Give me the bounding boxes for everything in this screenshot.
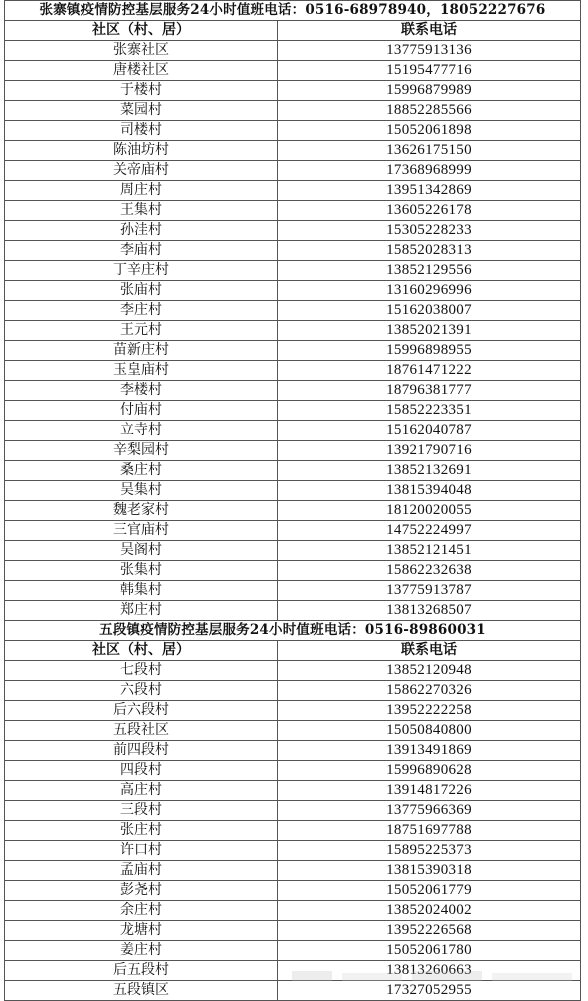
phone-number: 18852285566 xyxy=(278,101,581,121)
table-row xyxy=(5,541,581,561)
table-row xyxy=(5,701,581,721)
header-phone: 联系电话 xyxy=(278,21,581,41)
section-title-row xyxy=(5,621,581,641)
village-name: 菜园村 xyxy=(5,101,278,121)
village-name: 于楼村 xyxy=(5,81,278,101)
table-row xyxy=(5,721,581,741)
phone-number: 13852121451 xyxy=(278,541,581,561)
table-row xyxy=(5,761,581,781)
village-name: 唐楼社区 xyxy=(5,61,278,81)
village-name: 五段镇区 xyxy=(5,981,278,1001)
village-name: 王元村 xyxy=(5,321,278,341)
table-row xyxy=(5,401,581,421)
table-body xyxy=(5,1,581,1001)
village-name: 张集村 xyxy=(5,561,278,581)
phone-number: 13626175150 xyxy=(278,141,581,161)
phone-number: 15052061780 xyxy=(278,941,581,961)
village-name: 龙塘村 xyxy=(5,921,278,941)
village-name: 许口村 xyxy=(5,841,278,861)
phone-number: 13914817226 xyxy=(278,781,581,801)
table-row xyxy=(5,321,581,341)
phone-number: 15305228233 xyxy=(278,221,581,241)
phone-number: 13815394048 xyxy=(278,481,581,501)
village-name: 余庄村 xyxy=(5,901,278,921)
phone-number: 13775913136 xyxy=(278,41,581,61)
table-row xyxy=(5,421,581,441)
section-title-row xyxy=(5,1,581,21)
phone-number: 13160296996 xyxy=(278,281,581,301)
village-name: 司楼村 xyxy=(5,121,278,141)
table-row xyxy=(5,481,581,501)
table-row xyxy=(5,381,581,401)
table-row xyxy=(5,601,581,621)
phone-number: 13775966369 xyxy=(278,801,581,821)
phone-number: 15862232638 xyxy=(278,561,581,581)
duty-phone-table xyxy=(4,0,581,1001)
village-name: 张寨社区 xyxy=(5,41,278,61)
phone-number: 13815390318 xyxy=(278,861,581,881)
table-row xyxy=(5,961,581,981)
village-name: 付庙村 xyxy=(5,401,278,421)
table-row xyxy=(5,161,581,181)
village-name: 魏老家村 xyxy=(5,501,278,521)
table-row xyxy=(5,781,581,801)
phone-number: 15162038007 xyxy=(278,301,581,321)
table-row xyxy=(5,981,581,1001)
table-row xyxy=(5,221,581,241)
village-name: 后六段村 xyxy=(5,701,278,721)
village-name: 四段村 xyxy=(5,761,278,781)
phone-number: 13921790716 xyxy=(278,441,581,461)
village-name: 五段社区 xyxy=(5,721,278,741)
phone-number: 13952226568 xyxy=(278,921,581,941)
phone-number: 13852129556 xyxy=(278,261,581,281)
phone-number: 15996890628 xyxy=(278,761,581,781)
village-name: 张庙村 xyxy=(5,281,278,301)
village-name: 三官庙村 xyxy=(5,521,278,541)
village-name: 立寺村 xyxy=(5,421,278,441)
village-name: 韩集村 xyxy=(5,581,278,601)
contact-sheet xyxy=(4,0,584,997)
phone-number: 15052061779 xyxy=(278,881,581,901)
column-header-row xyxy=(5,641,581,661)
section-title: 五段镇疫情防控基层服务24小时值班电话：0516-89860031 xyxy=(5,621,581,641)
table-row xyxy=(5,801,581,821)
table-row xyxy=(5,661,581,681)
phone-number: 13852132691 xyxy=(278,461,581,481)
phone-number: 13852120948 xyxy=(278,661,581,681)
village-name: 六段村 xyxy=(5,681,278,701)
village-name: 周庄村 xyxy=(5,181,278,201)
table-row xyxy=(5,861,581,881)
phone-number: 15050840800 xyxy=(278,721,581,741)
phone-number: 13813260663 xyxy=(278,961,581,981)
village-name: 三段村 xyxy=(5,801,278,821)
table-row xyxy=(5,741,581,761)
table-row xyxy=(5,901,581,921)
phone-number: 15852223351 xyxy=(278,401,581,421)
table-row xyxy=(5,141,581,161)
village-name: 王集村 xyxy=(5,201,278,221)
village-name: 吴阁村 xyxy=(5,541,278,561)
village-name: 桑庄村 xyxy=(5,461,278,481)
phone-number: 13813268507 xyxy=(278,601,581,621)
table-row xyxy=(5,241,581,261)
table-row xyxy=(5,941,581,961)
phone-number: 13913491869 xyxy=(278,741,581,761)
table-row xyxy=(5,261,581,281)
table-row xyxy=(5,361,581,381)
table-row xyxy=(5,461,581,481)
phone-number: 15895225373 xyxy=(278,841,581,861)
village-name: 辛梨园村 xyxy=(5,441,278,461)
phone-number: 13775913787 xyxy=(278,581,581,601)
village-name: 前四段村 xyxy=(5,741,278,761)
village-name: 陈油坊村 xyxy=(5,141,278,161)
village-name: 七段村 xyxy=(5,661,278,681)
village-name: 丁辛庄村 xyxy=(5,261,278,281)
village-name: 高庄村 xyxy=(5,781,278,801)
phone-number: 15996898955 xyxy=(278,341,581,361)
phone-number: 18120020055 xyxy=(278,501,581,521)
phone-number: 13852021391 xyxy=(278,321,581,341)
phone-number: 14752224997 xyxy=(278,521,581,541)
village-name: 李庙村 xyxy=(5,241,278,261)
phone-number: 17327052955 xyxy=(278,981,581,1001)
phone-number: 17368968999 xyxy=(278,161,581,181)
table-row xyxy=(5,181,581,201)
table-row xyxy=(5,561,581,581)
phone-number: 15162040787 xyxy=(278,421,581,441)
column-header-row xyxy=(5,21,581,41)
phone-number: 18761471222 xyxy=(278,361,581,381)
village-name: 姜庄村 xyxy=(5,941,278,961)
village-name: 苗新庄村 xyxy=(5,341,278,361)
village-name: 玉皇庙村 xyxy=(5,361,278,381)
table-row xyxy=(5,681,581,701)
phone-number: 13952222258 xyxy=(278,701,581,721)
village-name: 孙洼村 xyxy=(5,221,278,241)
phone-number: 18751697788 xyxy=(278,821,581,841)
table-row xyxy=(5,61,581,81)
phone-number: 15195477716 xyxy=(278,61,581,81)
phone-number: 13951342869 xyxy=(278,181,581,201)
header-village: 社区（村、居） xyxy=(5,21,278,41)
section-title: 张寨镇疫情防控基层服务24小时值班电话：0516-68978940，18052227676 xyxy=(5,1,581,21)
village-name: 郑庄村 xyxy=(5,601,278,621)
header-phone: 联系电话 xyxy=(278,641,581,661)
table-row xyxy=(5,101,581,121)
table-row xyxy=(5,301,581,321)
table-row xyxy=(5,841,581,861)
village-name: 孟庙村 xyxy=(5,861,278,881)
phone-number: 15996879989 xyxy=(278,81,581,101)
table-row xyxy=(5,121,581,141)
village-name: 李庄村 xyxy=(5,301,278,321)
table-row xyxy=(5,341,581,361)
table-row xyxy=(5,441,581,461)
header-village: 社区（村、居） xyxy=(5,641,278,661)
phone-number: 15852028313 xyxy=(278,241,581,261)
table-row xyxy=(5,881,581,901)
phone-number: 15862270326 xyxy=(278,681,581,701)
village-name: 李楼村 xyxy=(5,381,278,401)
table-row xyxy=(5,201,581,221)
village-name: 关帝庙村 xyxy=(5,161,278,181)
village-name: 吴集村 xyxy=(5,481,278,501)
phone-number: 15052061898 xyxy=(278,121,581,141)
table-row xyxy=(5,821,581,841)
table-row xyxy=(5,581,581,601)
table-row xyxy=(5,501,581,521)
village-name: 张庄村 xyxy=(5,821,278,841)
table-row xyxy=(5,521,581,541)
phone-number: 13605226178 xyxy=(278,201,581,221)
village-name: 后五段村 xyxy=(5,961,278,981)
village-name: 彭尧村 xyxy=(5,881,278,901)
phone-number: 18796381777 xyxy=(278,381,581,401)
table-row xyxy=(5,41,581,61)
table-row xyxy=(5,81,581,101)
table-row xyxy=(5,921,581,941)
table-row xyxy=(5,281,581,301)
phone-number: 13852024002 xyxy=(278,901,581,921)
